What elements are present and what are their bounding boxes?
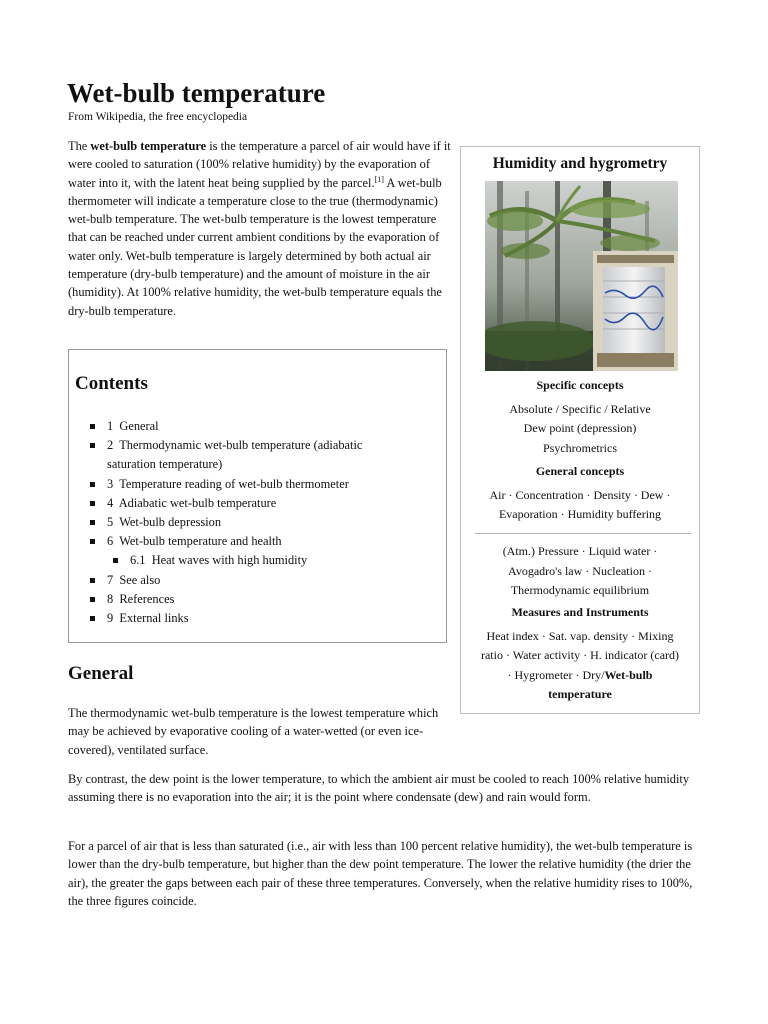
measures-line-3[interactable] bbox=[471, 666, 689, 686]
toc-item-number: 6.1 bbox=[130, 553, 146, 568]
toc-item-general[interactable] bbox=[89, 417, 429, 436]
general-paragraph-2: By contrast, the dew point is the lower temperature, to which the ambient air must be cooled to reach 100% relative humidity assuming there is no evaporation into the air; it is the point where condensate (dew) and rain would form. bbox=[68, 772, 690, 805]
reference-link-1[interactable]: [1] bbox=[374, 174, 384, 184]
general-paragraph-1: The thermodynamic wet-bulb temperature is the lowest temperature which may be achieved by evaporative cooling of a water-wetted (or even ice-covered), ventilated surface. bbox=[68, 706, 439, 757]
other-concepts-block bbox=[471, 542, 689, 601]
toc-list bbox=[89, 417, 429, 628]
toc-item-external-links[interactable] bbox=[89, 609, 429, 628]
measures-line-2[interactable]: ratio · Water activity · H. indicator (card) bbox=[480, 648, 680, 662]
toc-item-thermodynamic[interactable] bbox=[89, 436, 429, 474]
measures-line-3-text: · Hygrometer · Dry/ bbox=[507, 667, 605, 682]
toc-title: Contents bbox=[75, 373, 148, 394]
general-concepts-block bbox=[471, 462, 689, 525]
general-concepts-line-2[interactable]: Evaporation · Humidity buffering bbox=[498, 507, 662, 521]
toc-item-number: 2 bbox=[107, 438, 114, 453]
page-tagline: From Wikipedia, the free encyclopedia bbox=[68, 111, 248, 123]
infobox-divider bbox=[475, 533, 691, 534]
lead-paragraph bbox=[68, 137, 452, 320]
toc-item-health[interactable] bbox=[89, 532, 429, 551]
toc-item-label-continued: saturation temperature) bbox=[107, 457, 223, 472]
specific-concepts-line-2[interactable]: Dew point (depression) bbox=[523, 421, 637, 435]
toc-item-depression[interactable] bbox=[89, 513, 429, 532]
lead-text-middle: is the temperature a parcel of air would have if it were cooled to saturation (100% relative humidity) by the evaporation of water into it, with the latent heat being supplied by the parcel. bbox=[68, 139, 451, 190]
toc-item-number: 3 bbox=[107, 476, 114, 491]
toc-item-number: 4 bbox=[107, 495, 114, 510]
section-heading-general: General bbox=[68, 663, 134, 684]
toc-item-label: Wet-bulb depression bbox=[119, 515, 222, 530]
general-concepts-heading: General concepts bbox=[535, 464, 625, 478]
toc-item-label: Heat waves with high humidity bbox=[151, 553, 308, 568]
infobox bbox=[460, 146, 700, 714]
toc-item-label: Thermodynamic wet-bulb temperature (adiabatic bbox=[119, 438, 363, 453]
page-title: Wet-bulb temperature bbox=[67, 78, 326, 108]
toc-item-label: See also bbox=[119, 572, 161, 587]
forest-hygrometer-photo bbox=[485, 181, 678, 371]
toc-item-label: References bbox=[119, 591, 175, 606]
toc-item-label: General bbox=[119, 419, 159, 433]
toc-item-label: Adiabatic wet-bulb temperature bbox=[118, 495, 277, 510]
toc-item-label: Wet-bulb temperature and health bbox=[119, 534, 282, 549]
measures-line-3-bold: Wet-bulb bbox=[604, 667, 653, 682]
toc-item-number: 9 bbox=[107, 611, 114, 626]
toc-item-see-also[interactable] bbox=[89, 571, 429, 590]
other-concepts-line-2[interactable]: Avogadro's law · Nucleation · bbox=[508, 563, 652, 578]
toc-item-number: 6 bbox=[107, 534, 114, 549]
toc-item-adiabatic[interactable] bbox=[89, 494, 429, 513]
other-concepts-line-3[interactable]: Thermodynamic equilibrium bbox=[510, 583, 650, 597]
toc-item-temperature-reading[interactable] bbox=[89, 475, 429, 494]
lead-bold-term: wet-bulb temperature bbox=[90, 139, 207, 153]
specific-concepts-heading: Specific concepts bbox=[536, 378, 624, 392]
toc-item-number: 7 bbox=[107, 572, 114, 587]
table-of-contents bbox=[68, 349, 447, 643]
specific-concepts-line-1[interactable]: Absolute / Specific / Relative bbox=[509, 401, 651, 416]
infobox-photo bbox=[485, 181, 678, 371]
other-concepts-line-1[interactable]: (Atm.) Pressure · Liquid water · bbox=[502, 544, 658, 558]
toc-item-label: Temperature reading of wet-bulb thermometer bbox=[119, 476, 349, 491]
specific-concepts-block bbox=[471, 376, 689, 458]
toc-item-number: 8 bbox=[107, 591, 114, 606]
specific-concepts-line-3[interactable]: Psychrometrics bbox=[543, 440, 617, 455]
measures-block bbox=[471, 603, 689, 705]
infobox-title: Humidity and hygrometry bbox=[492, 155, 668, 172]
toc-item-label: External links bbox=[119, 611, 189, 626]
measures-line-4[interactable]: temperature bbox=[548, 687, 612, 701]
general-concepts-line-1[interactable]: Air · Concentration · Density · Dew · bbox=[489, 487, 671, 502]
measures-line-1[interactable]: Heat index · Sat. vap. density · Mixing bbox=[486, 628, 674, 643]
lead-text-end: A wet-bulb thermometer will indicate a temperature close to the true (thermodynamic) wet-bulb temperature. The wet-bulb temperature is the lowest temperature that can be reached under current ambient conditions by the evaporation of water only. Wet-bulb temperature is largely determined by both actual air temperature (dry-bulb temperature) and the amount of moisture in the air (humidity). At 100% relative humidity, the wet-bulb temperature equals the dry-bulb temperature. bbox=[68, 175, 442, 318]
toc-item-references[interactable] bbox=[89, 590, 429, 609]
general-paragraph-3: For a parcel of air that is less than saturated (i.e., air with less than 100 percent relative humidity), the wet-bulb temperature is lower than the dry-bulb temperature, but higher than the dew point temperature. The lower the relative humidity (the drier the air), the greater the gaps between each pair of these three temperatures. Conversely, when the relative humidity rises to 100%, the three figures coincide. bbox=[68, 839, 693, 908]
lead-text-start: The bbox=[68, 139, 91, 153]
measures-heading: Measures and Instruments bbox=[511, 605, 649, 619]
toc-item-number: 5 bbox=[107, 515, 114, 530]
toc-item-number: 1 bbox=[107, 419, 114, 433]
toc-item-heat-waves[interactable] bbox=[89, 551, 429, 570]
